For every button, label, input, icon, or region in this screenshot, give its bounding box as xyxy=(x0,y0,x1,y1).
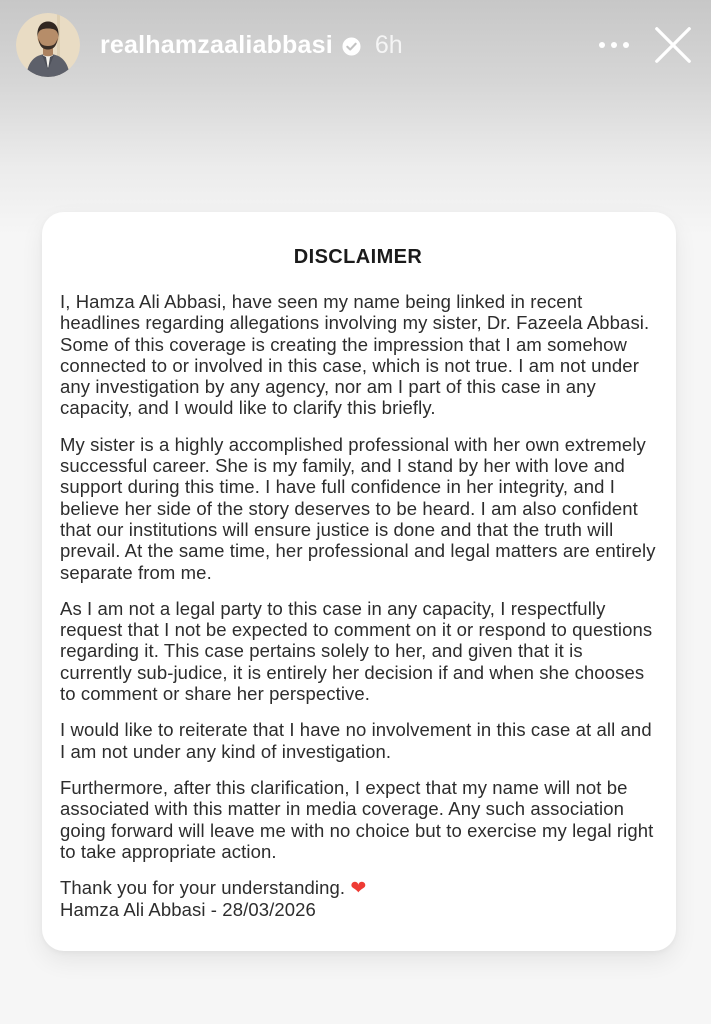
user-info xyxy=(100,31,403,60)
username[interactable]: realhamzaaliabbasi xyxy=(100,30,333,59)
disclaimer-paragraph-1: I, Hamza Ali Abbasi, have seen my name being linked in recent headlines regarding allegations involving my sister, Dr. Fazeela Abbasi. Some of this coverage is creating the impression that I am somehow connected to or involved in this case, which is not true. I am not under any investigation by any agency, nor am I part of this case in any capacity, and I would like to clarify this briefly. xyxy=(60,291,650,419)
red-heart-emoji: ❤ xyxy=(350,878,367,900)
disclaimer-paragraph-3: As I am not a legal party to this case in any capacity, I respectfully request that I not be expected to comment on it or respond to questions regarding it. This case pertains solely to her, and given that it is currently sub-judice, it is entirely her decision if and when she chooses to comment or share her perspective. xyxy=(60,597,653,705)
avatar[interactable] xyxy=(16,13,80,77)
profile-photo-illustration xyxy=(16,13,80,77)
verified-badge-icon xyxy=(342,37,361,56)
close-icon[interactable] xyxy=(649,21,697,69)
disclaimer-title: DISCLAIMER xyxy=(293,246,423,268)
story-timestamp: 6h xyxy=(374,30,403,59)
disclaimer-paragraph-2: My sister is a highly accomplished professional with her own extremely successful career. She is my family, and I stand by her with love and support during this time. I have full confidence in her integrity, and I believe her side of the story deserves to be heard. I am also confident that our institutions will ensure justice is done and that the truth will prevail. At the same time, her professional and legal matters are entirely separate from me. xyxy=(60,433,656,583)
thanks-line xyxy=(60,877,656,899)
disclaimer-card xyxy=(42,212,676,951)
signature-line: Hamza Ali Abbasi - 28/03/2026 xyxy=(60,899,316,921)
disclaimer-paragraph-5: Furthermore, after this clarification, I expect that my name will not be associated with this matter in media coverage. Any such association going forward will leave me with no choice but to exercise my legal right to take appropriate action. xyxy=(60,776,654,862)
header-actions xyxy=(593,21,697,69)
disclaimer-paragraph-4: I would like to reiterate that I have no involvement in this case at all and I am not under any kind of investigation. xyxy=(60,719,652,762)
more-options-icon[interactable] xyxy=(593,28,635,62)
story-header xyxy=(0,0,711,82)
thanks-text: Thank you for your understanding. xyxy=(60,877,346,899)
closing-block xyxy=(60,877,656,921)
